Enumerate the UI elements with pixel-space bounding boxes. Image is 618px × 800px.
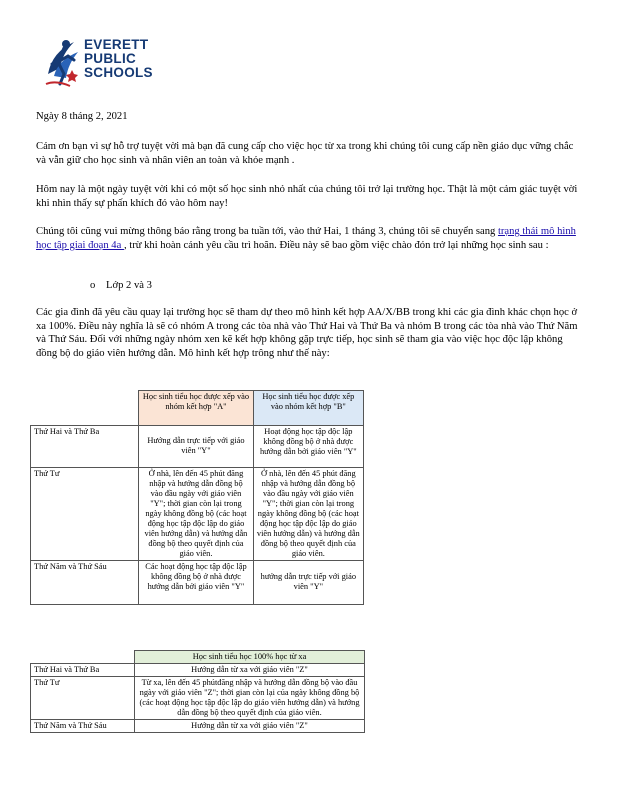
district-logo <box>44 34 174 90</box>
paragraph-hybrid-model: Các gia đình đã yêu cầu quay lại trường học sẽ tham dự theo mô hình kết hợp AA/X/BB trong khi các gia đình khác chọn học ở xa 100%. Điều này nghĩa là sẽ có nhóm A trong các tòa nhà vào Thứ Hai và Thứ Ba và nhóm B trong các tòa nhà vào Thứ Năm và Thứ Sáu. Đối với những ngày nhóm xen kẽ kết hợp không gặp trực tiếp, học sinh sẽ tham gia vào việc học độc lập không đồng bộ do giáo viên hướng dẫn. Mô hình kết hợp trông như thế này: <box>36 307 578 359</box>
logo-line-3: SCHOOLS <box>84 65 153 80</box>
bullet-text: Lớp 2 và 3 <box>106 280 152 291</box>
remote-schedule-table <box>30 650 365 733</box>
day-cell: Thứ Tư <box>31 677 135 720</box>
paragraph-announcement <box>36 225 586 252</box>
table-header-row <box>31 391 364 426</box>
group-a-cell: Ở nhà, lên đến 45 phút đăng nhập và hướng dẫn đồng bộ vào đầu ngày với giáo viên "Y"; thời gian còn lại trong ngày không đồng bộ (các hoạt động học tập độc lập do giáo viên hướng dẫn) và hướng dẫn đồng bộ theo quyết định của giáo viên. <box>139 467 253 560</box>
group-a-cell: Các hoạt động học tập độc lập không đồng bộ ở nhà được hướng dẫn bởi giáo viên "Y" <box>139 560 253 604</box>
runner-icon <box>44 34 84 90</box>
grade-bullet <box>90 280 152 291</box>
paragraph-thanks: Cám ơn bạn vì sự hỗ trợ tuyệt vời mà bạn đã cung cấp cho việc học từ xa trong khi chúng tôi cung cấp nền giáo dục vững chắc và vẫn giữ cho học sinh và nhân viên an toàn và khỏe mạnh . <box>36 141 574 166</box>
group-b-cell: Ở nhà, lên đến 45 phút đăng nhập và hướng dẫn đồng bộ vào đầu ngày với giáo viên "Y"; thời gian còn lại trong ngày không đồng bộ (các hoạt động học tập độc lập do giáo viên hướng dẫn) và hướng dẫn đồng bộ theo quyết định của giáo viên. <box>253 467 363 560</box>
paragraph-today: Hôm nay là một ngày tuyệt vời khi có một số học sinh nhỏ nhất của chúng tôi trở lại trường học. Thật là một cảm giác tuyệt vời khi nhìn thấy sự phấn khích đó vào hôm nay! <box>36 184 578 209</box>
logo-line-1: EVERETT <box>84 37 149 52</box>
logo-wordmark <box>84 38 153 80</box>
day-cell: Thứ Năm và Thứ Sáu <box>31 560 139 604</box>
group-b-cell: hướng dẫn trực tiếp với giáo viên "Y" <box>253 560 363 604</box>
bullet-marker: o <box>90 280 96 291</box>
table-row <box>31 664 365 677</box>
table-row <box>31 677 365 720</box>
table-header-row <box>31 651 365 664</box>
table-row <box>31 467 364 560</box>
remote-cell: Hướng dẫn từ xa với giáo viên "Z" <box>135 664 365 677</box>
remote-header: Học sinh tiểu học 100% học từ xa <box>135 651 365 664</box>
group-a-header: Học sinh tiểu học được xếp vào nhóm kết hợp "A" <box>139 391 253 426</box>
table-row <box>31 560 364 604</box>
table-row <box>31 425 364 467</box>
hybrid-schedule-table <box>30 390 364 605</box>
group-a-cell: Hướng dẫn trực tiếp với giáo viên "Y" <box>139 425 253 467</box>
letter-date: Ngày 8 tháng 2, 2021 <box>36 111 128 122</box>
group-b-cell: Hoạt động học tập độc lập không đồng bộ ở nhà được hướng dẫn bởi giáo viên "Y" <box>253 425 363 467</box>
announcement-text-after: , trừ khi hoàn cảnh yêu cầu trì hoãn. Điều này sẽ bao gồm việc chào đón trở lại những học sinh sau : <box>123 239 549 251</box>
day-cell: Thứ Tư <box>31 467 139 560</box>
remote-cell: Hướng dẫn từ xa với giáo viên "Z" <box>135 720 365 733</box>
remote-cell: Từ xa, lên đến 45 phútđăng nhập và hướng dẫn đồng bộ vào đầu ngày với giáo viên "Z"; thời gian còn lại của ngày không đồng bộ (các hoạt động học tập độc lập do giáo viên hướng dẫn) và hướng dẫn đồng bộ theo quyết định của giáo viên. <box>135 677 365 720</box>
table-row <box>31 720 365 733</box>
phase-4a-link[interactable]: trạng thái mô hình học tập giai đoạn 4a <box>36 226 576 251</box>
logo-line-2: PUBLIC <box>84 51 137 66</box>
group-b-header: Học sinh tiểu học được xếp vào nhóm kết hợp "B" <box>253 391 363 426</box>
table-corner-cell <box>31 391 139 426</box>
announcement-text-before: Chúng tôi cũng vui mừng thông báo rằng trong ba tuần tới, vào thứ Hai, 1 tháng 3, chúng tôi sẽ chuyển sang <box>36 226 498 237</box>
table-corner-cell <box>31 651 135 664</box>
day-cell: Thứ Hai và Thứ Ba <box>31 664 135 677</box>
day-cell: Thứ Năm và Thứ Sáu <box>31 720 135 733</box>
day-cell: Thứ Hai và Thứ Ba <box>31 425 139 467</box>
